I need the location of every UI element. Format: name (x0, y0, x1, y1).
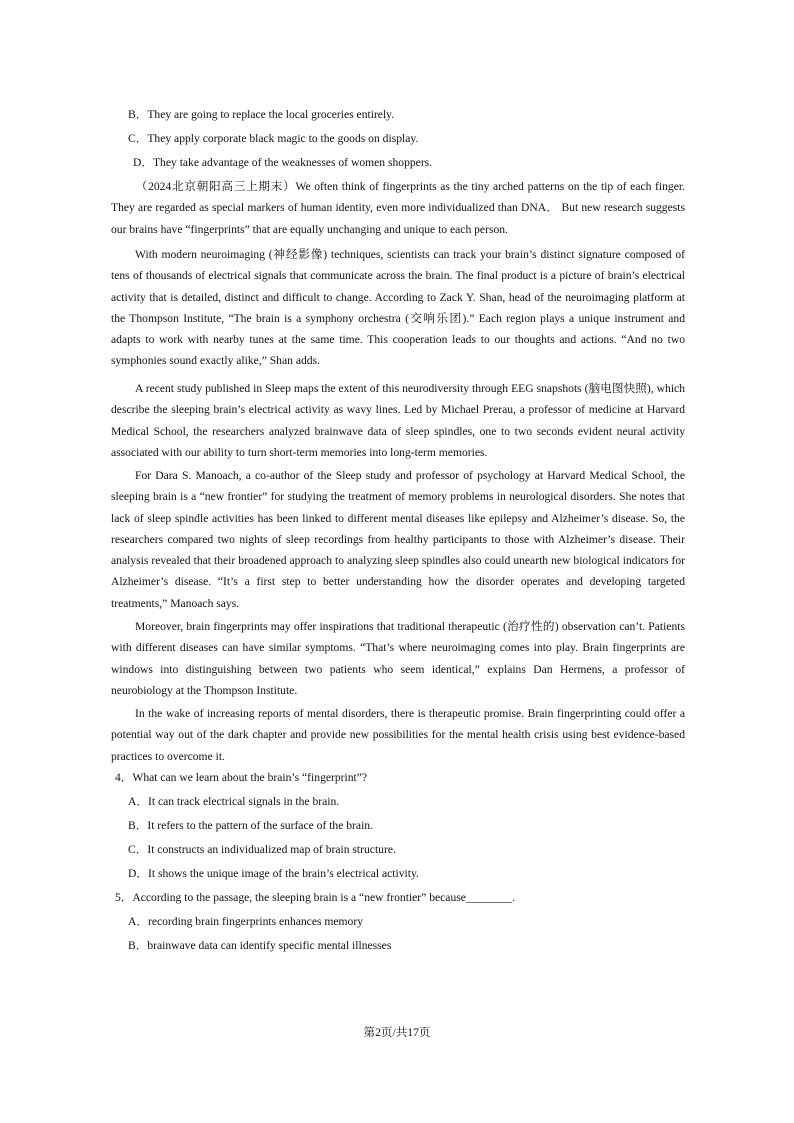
prev-option-b-text: They are going to replace the local groceries entirely. (147, 108, 395, 121)
passage-paragraph-6: In the wake of increasing reports of mental disorders, there is therapeutic promise. Brain fingerprinting could offer a potential way out of the dark chapter and provide new possibilities for the mental health crisis using best evidence-based practices to overcome it. (111, 707, 685, 763)
question-5-option-b[interactable]: B．brainwave data can identify specific mental illnesses (128, 939, 392, 952)
prev-option-d-letter: D． (133, 156, 153, 169)
question-4-option-d[interactable]: D．It shows the unique image of the brain’s electrical activity. (128, 867, 419, 880)
passage-paragraph-1: （2024北京朝阳高三上期末）We often think of fingerprints as the tiny arched patterns on the tip of each finger. They are regarded as special markers of human identity, even more individualized than DNA． But new research suggests our brains have “fingerprints” that are equally unchanging and unique to each person. (111, 180, 685, 236)
prev-option-c-text: They apply corporate black magic to the goods on display. (147, 132, 419, 145)
question-5-stem: 5．According to the passage, the sleeping brain is a “new frontier” because________. (115, 891, 516, 904)
question-4-stem: 4．What can we learn about the brain’s “fingerprint”? (115, 771, 368, 784)
prev-option-d-text: They take advantage of the weaknesses of women shoppers. (152, 156, 433, 169)
passage-paragraph-2: With modern neuroimaging (神经影像) techniques, scientists can track your brain’s distinct signature composed of tens of thousands of electrical signals that communicate across the brain. The final product is a picture of brain’s electrical activity that is detailed, distinct and difficult to change. According to Zack Y. Shan, head of the neuroimaging platform at the Thompson Institute, “The brain is a symphony orchestra (交响乐团).” Each region plays a unique instrument and adapts to work with nearby tunes at the same time. This cooperation leads to our thoughts and actions. “And no two symphonies sound exactly alike,” Shan adds. (111, 248, 685, 368)
question-4-option-a[interactable]: A．It can track electrical signals in the brain. (128, 795, 340, 808)
prev-option-d (133, 156, 432, 170)
prev-option-c (128, 132, 418, 146)
prev-option-b-letter: B． (128, 108, 148, 121)
prev-option-c-letter: C． (128, 132, 148, 145)
passage-paragraph-5: Moreover, brain fingerprints may offer inspirations that traditional therapeutic (治疗性的) observation can’t. Patients with different diseases can have similar symptoms. “That’s where neuroimaging comes into play. Brain fingerprints are windows into distinguishing between two patients who seem identical,” explains Dan Hermens, a professor of neurobiology at the Thompson Institute. (111, 620, 685, 697)
question-4-option-b[interactable]: B．It refers to the pattern of the surface of the brain. (128, 819, 373, 832)
question-4-option-c[interactable]: C．It constructs an individualized map of brain structure. (128, 843, 396, 856)
page-number: 第2页/共17页 (363, 1026, 431, 1039)
passage-paragraph-4: For Dara S. Manoach, a co-author of the Sleep study and professor of psychology at Harvard Medical School, the sleeping brain is a “new frontier” for studying the treatment of memory problems in neurological disorders. She notes that lack of sleep spindle activities has been linked to different mental diseases like epilepsy and Alzheimer’s disease. So, the researchers compared two nights of sleep recordings from healthy participants to those with Alzheimer’s disease. Their analysis revealed that their broadened approach to analyzing sleep spindles also could unearth new biological indicators for Alzheimer’s disease. “It’s a first step to better understanding how the disorder operates and developing targeted treatments,” Manoach says. (111, 469, 685, 610)
question-5-option-a[interactable]: A．recording brain fingerprints enhances memory (128, 915, 364, 928)
prev-option-b (128, 108, 394, 122)
passage-paragraph-3: A recent study published in Sleep maps the extent of this neurodiversity through EEG snapshots (脑电图快照), which describe the sleeping brain’s electrical activity as wavy lines. Led by Michael Prerau, a professor of medicine at Harvard Medical School, the researchers analyzed brainwave data of sleep spindles, one to two seconds evident neural activity associated with our ability to turn short-term memories into long-term memories. (111, 382, 685, 459)
